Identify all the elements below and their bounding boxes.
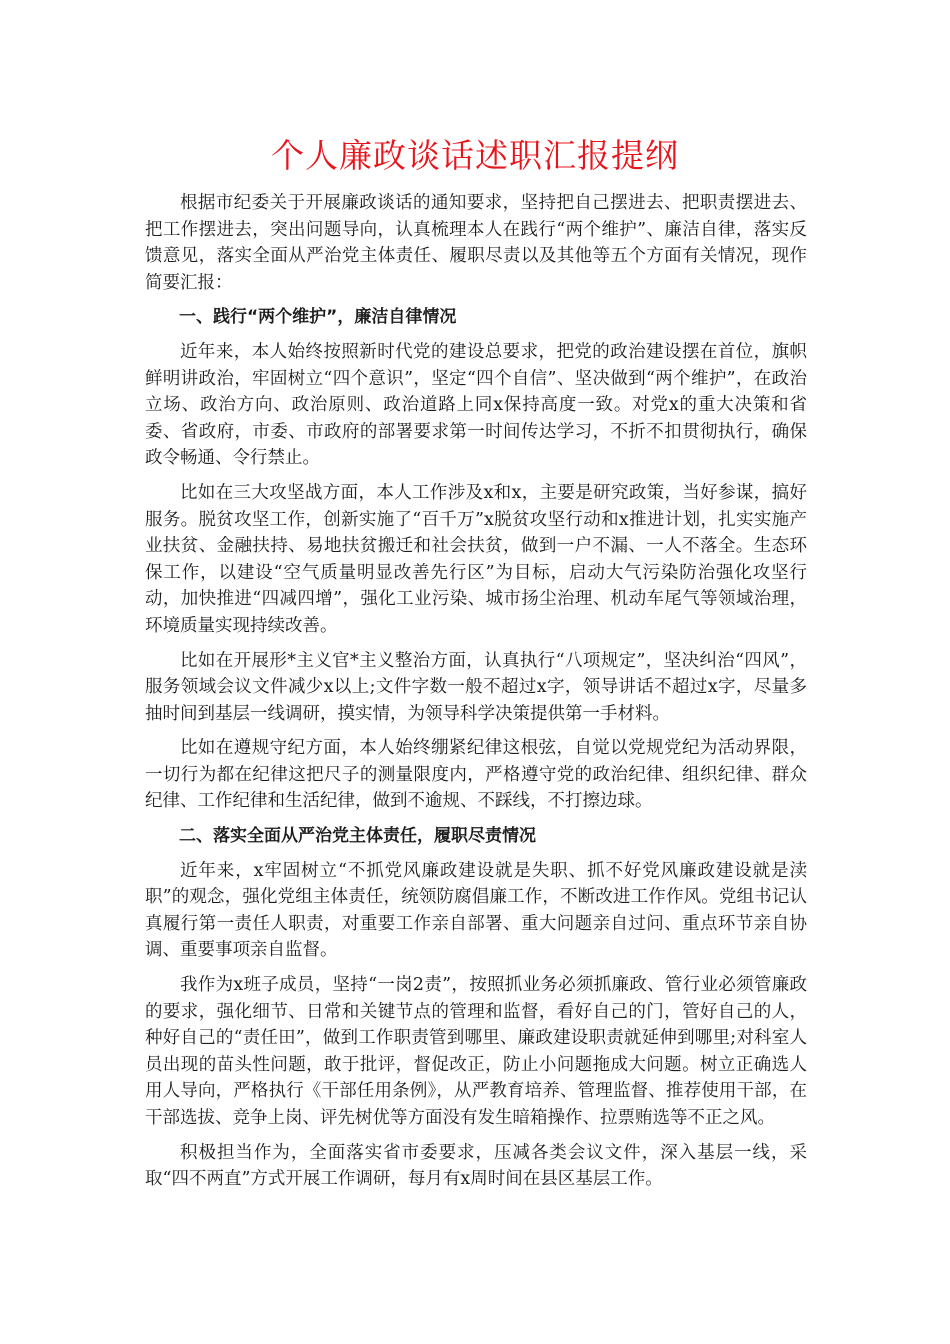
document-title: 个人廉政谈话述职汇报提纲 (271, 136, 679, 175)
section-1-paragraph: 比如在遵规守纪方面，本人始终绷紧纪律这根弦，自觉以党规党纪为活动界限，一切行为都在纪律这把尺子的测量限度内，严格遵守党的政治纪律、组织纪律、群众纪律、工作纪律和生活纪律，做到不逾规、不踩线，不打擦边球。 (145, 738, 807, 812)
section-2-heading: 二、落实全面从严治党主体责任，履职尽责情况 (179, 826, 536, 847)
intro-paragraph: 根据市纪委关于开展廉政谈话的通知要求，坚持把自己摆进去、把职责摆进去、把工作摆进去，突出问题导向，认真梳理本人在践行“两个维护”、廉洁自律，落实反馈意见，落实全面从严治党主体责任、履职尽责以及其他等五个方面有关情况，现作简要汇报： (145, 193, 807, 293)
section-1-paragraph: 近年来，本人始终按照新时代党的建设总要求，把党的政治建设摆在首位，旗帜鲜明讲政治，牢固树立“四个意识”，坚定“四个自信”、坚决做到“两个维护”，在政治立场、政治方向、政治原则、政治道路上同x保持高度一致。对党x的重大决策和省委、省政府，市委、市政府的部署要求第一时间传达学习，不折不扣贯彻执行，确保政令畅通、令行禁止。 (145, 341, 807, 469)
section-2-paragraph: 我作为x班子成员，坚持“一岗2责”，按照抓业务必须抓廉政、管行业必须管廉政的要求，强化细节、日常和关键节点的管理和监督，看好自己的门，管好自己的人，种好自己的“责任田”，做到工作职责管到哪里、廉政建设职责就延伸到哪里;对科室人员出现的苗头性问题，敢于批评，督促改正，防止小问题拖成大问题。树立正确选人用人导向，严格执行《干部任用条例》，从严教育培养、管理监督、推荐使用干部，在干部选拔、竞争上岗、评先树优等方面没有发生暗箱操作、拉票贿选等不正之风。 (145, 975, 807, 1128)
section-1-heading: 一、践行“两个维护”，廉洁自律情况 (179, 307, 457, 328)
section-1-paragraph: 比如在开展形*主义官*主义整治方面，认真执行“八项规定”，坚决纠治“四风”，服务领域会议文件减少x以上;文件字数一般不超过x字，领导讲话不超过x字，尽量多抽时间到基层一线调研，摸实情，为领导科学决策提供第一手材料。 (145, 650, 807, 724)
section-1-paragraph: 比如在三大攻坚战方面，本人工作涉及x和x，主要是研究政策，当好参谋，搞好服务。脱贫攻坚工作，创新实施了“百千万”x脱贫攻坚行动和x推进计划，扎实实施产业扶贫、金融扶持、易地扶贫搬迁和社会扶贫，做到一户不漏、一人不落全。生态环保工作，以建设“空气质量明显改善先行区”为目标，启动大气污染防治强化攻坚行动，加快推进“四减四增”，强化工业污染、城市扬尘治理、机动车尾气等领域治理，环境质量实现持续改善。 (145, 482, 807, 636)
section-2-paragraph: 近年来，x牢固树立“不抓党风廉政建设就是失职、抓不好党风廉政建设就是渎职”的观念，强化党组主体责任，统领防腐倡廉工作，不断改进工作作风。党组书记认真履行第一责任人职责，对重要工作亲自部署、重大问题亲自过问、重点环节亲自协调、重要事项亲自监督。 (145, 860, 807, 961)
section-2-paragraph: 积极担当作为，全面落实省市委要求，压减各类会议文件，深入基层一线，采取“四不两直”方式开展工作调研，每月有x周时间在县区基层工作。 (145, 1142, 807, 1190)
document-body (145, 190, 807, 1201)
